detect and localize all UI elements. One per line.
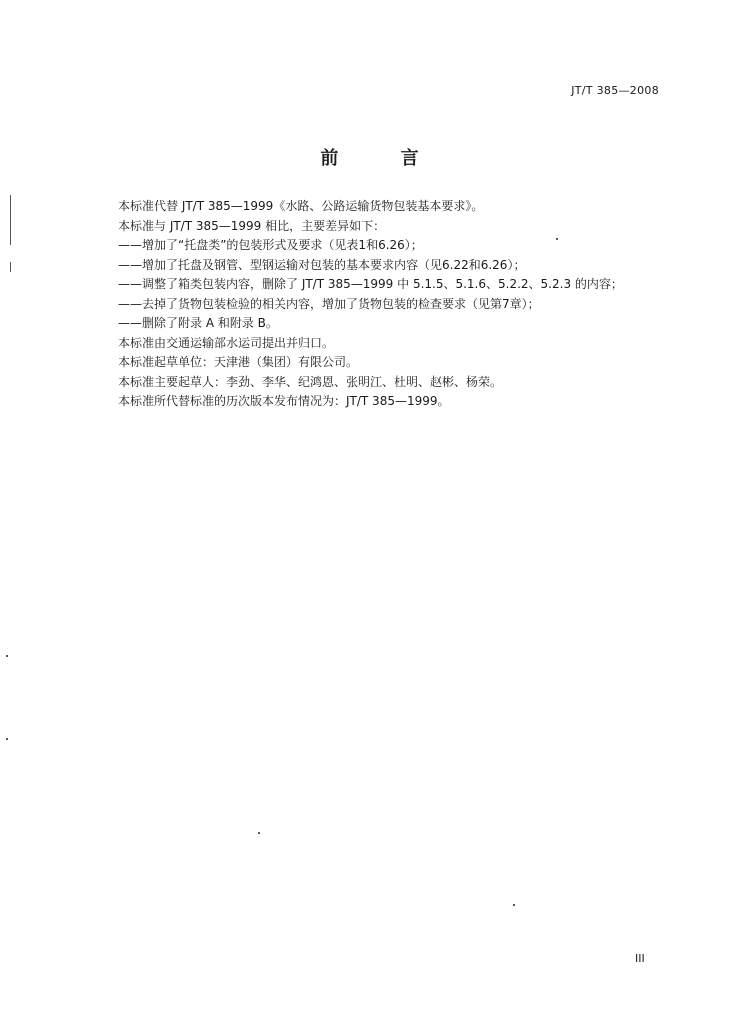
foreword-body (118, 197, 658, 412)
scan-mark (258, 832, 260, 834)
scan-mark (10, 195, 11, 245)
paragraph-line: 本标准由交通运输部水运司提出并归口。 (118, 335, 335, 350)
paragraph-line: 本标准起草单位：天津港（集团）有限公司。 (118, 355, 359, 369)
scan-mark (513, 904, 515, 906)
paragraph-line: 本标准主要起草人：李劲、李华、纪鸿恩、张明江、杜明、赵彬、杨荣。 (118, 374, 503, 389)
scan-mark (6, 738, 8, 740)
standard-code: JT/T 385—2008 (571, 84, 659, 97)
paragraph-line: ——删除了附录 A 和附录 B。 (118, 316, 278, 330)
scan-mark (10, 262, 11, 272)
scan-mark (556, 238, 558, 240)
scan-mark (6, 655, 8, 657)
paragraph-line: ——增加了托盘及钢管、型钢运输对包装的基本要求内容（见6.22和6.26）； (118, 257, 526, 272)
paragraph-line: ——去掉了货物包装检验的相关内容，增加了货物包装的检查要求（见第7章）； (118, 296, 540, 311)
paragraph-line: ——调整了箱类包装内容，删除了 JT/T 385—1999 中 5.1.5、5.1.6、5.2.2、5.2.3 的内容； (118, 277, 623, 291)
paragraph-line: 本标准所代替标准的历次版本发布情况为：JT/T 385—1999。 (118, 394, 450, 408)
paragraph-line: 本标准与 JT/T 385—1999 相比，主要差异如下： (118, 218, 386, 233)
page-title: 前 言 (320, 148, 447, 169)
page-number: III (635, 952, 645, 965)
paragraph-line: 本标准代替 JT/T 385—1999《水路、公路运输货物包装基本要求》。 (118, 199, 484, 213)
paragraph-line: ——增加了“托盘类”的包装形式及要求（见表1和6.26）； (118, 238, 423, 252)
